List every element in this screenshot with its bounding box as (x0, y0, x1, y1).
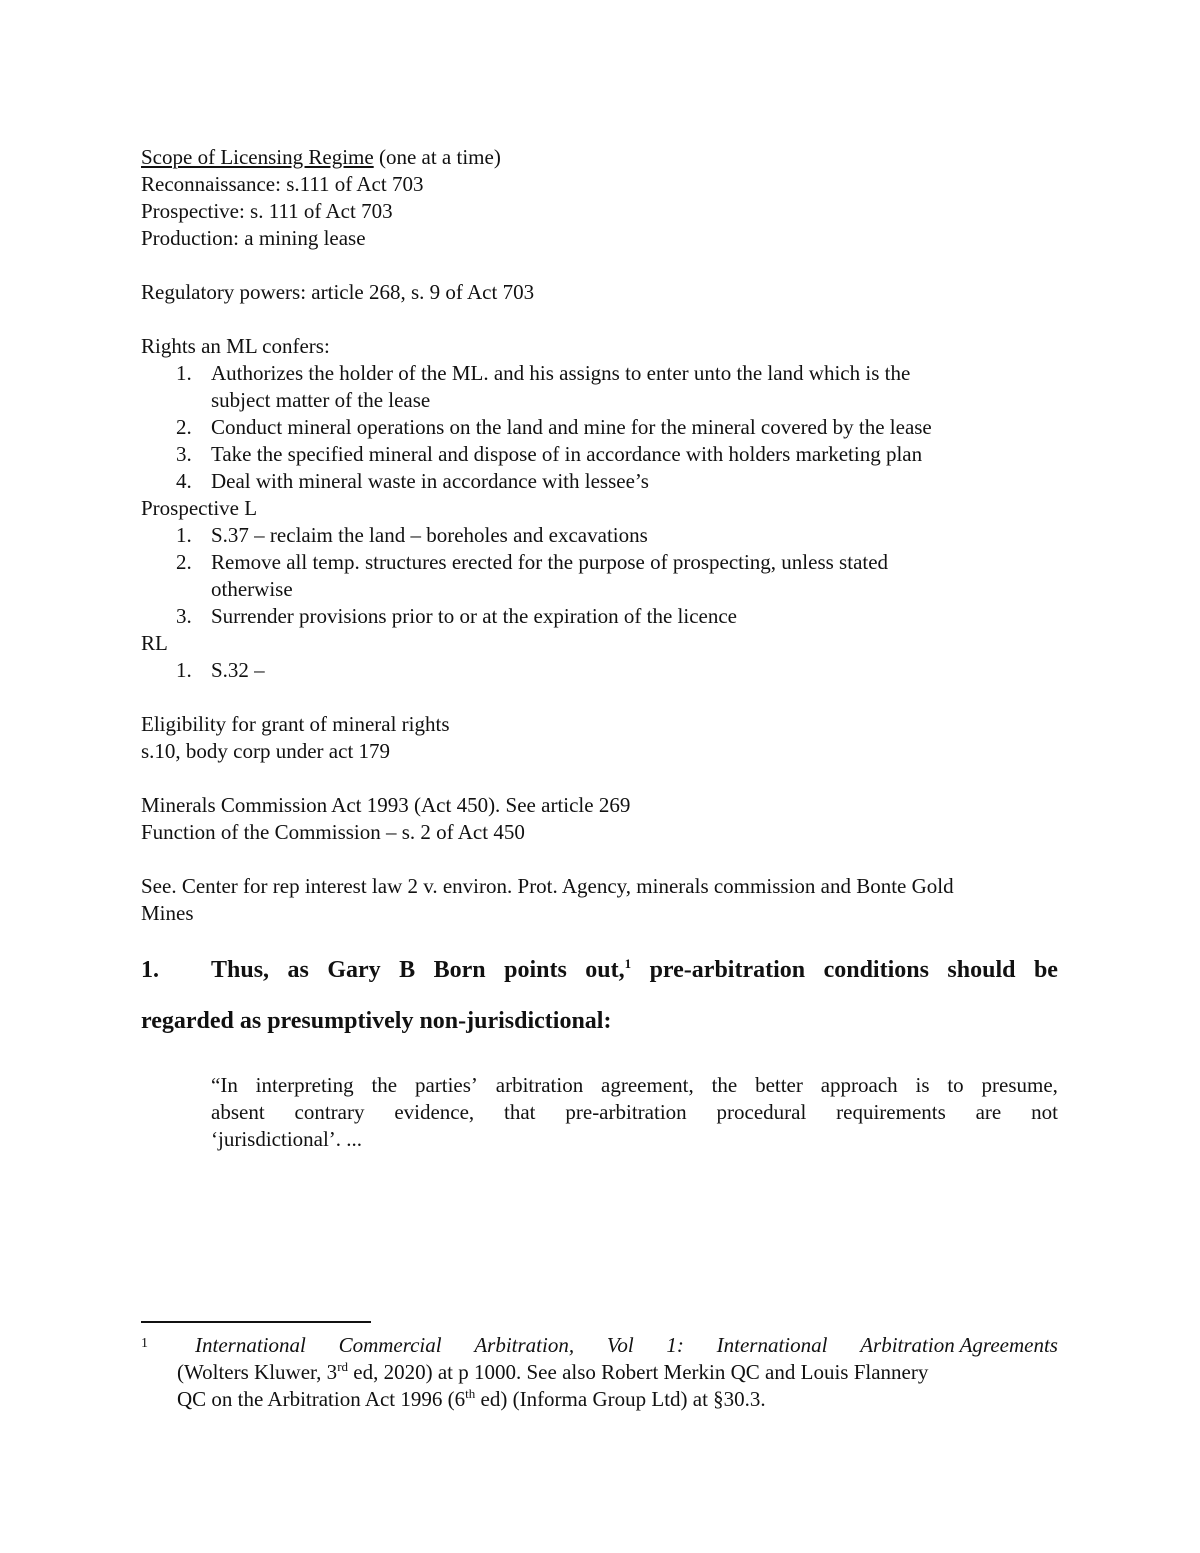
paragraph-word: should (947, 957, 1016, 983)
rl-item-1-number: 1. (176, 658, 192, 682)
rights-item-2-number: 2. (176, 415, 192, 439)
paragraph-word: Gary (327, 957, 381, 983)
footnote-number: 1 (141, 1336, 148, 1351)
footnote-separator (141, 1321, 371, 1323)
rights-item-3-number: 3. (176, 442, 192, 466)
paragraph-line-1 (211, 955, 1058, 985)
scope-line-production: Production: a mining lease (141, 226, 366, 250)
quote-word: pre-arbitration (565, 1100, 687, 1124)
rights-heading: Rights an ML confers: (141, 334, 330, 358)
block-quote (211, 1072, 1058, 1153)
paragraph-word: out, (585, 957, 625, 983)
prospective-item-2-text: Remove all temp. structures erected for the purpose of prospecting, unless stated (211, 550, 889, 574)
paragraph-word: Thus, (211, 957, 270, 983)
prospective-item-1-number: 1. (176, 523, 192, 547)
quote-word: the (371, 1073, 398, 1097)
see-line-1: See. Center for rep interest law 2 v. environ. Prot. Agency, minerals commission and Bonte Gold (141, 874, 954, 898)
quote-word: the (711, 1073, 738, 1097)
footnote-text: ed) (Informa Group Ltd) at §30.3. (475, 1387, 766, 1411)
quote-word: evidence, (394, 1100, 475, 1124)
quote-word: not (1031, 1100, 1058, 1124)
paragraph-word: B (399, 957, 416, 983)
quote-word: better (755, 1073, 803, 1097)
footnote-superscript: th (465, 1386, 476, 1401)
prospective-item-2-text-cont: otherwise (211, 577, 293, 601)
eligibility-line-1: Eligibility for grant of mineral rights (141, 712, 450, 736)
quote-word: is (915, 1073, 930, 1097)
footnote-text: QC on the Arbitration Act 1996 (6 (177, 1387, 466, 1411)
eligibility-line-2: s.10, body corp under act 179 (141, 739, 391, 763)
prospective-item-2-number: 2. (176, 550, 192, 574)
quote-word: procedural (716, 1100, 807, 1124)
scope-heading (141, 144, 501, 171)
quote-word: are (975, 1100, 1002, 1124)
rl-heading: RL (141, 631, 168, 655)
regulatory-powers: Regulatory powers: article 268, s. 9 of Act 703 (141, 280, 535, 304)
commission-line-1: Minerals Commission Act 1993 (Act 450). See article 269 (141, 793, 631, 817)
rights-item-4-text: Deal with mineral waste in accordance with lessee’s (211, 469, 649, 493)
paragraph-line-2: regarded as presumptively non-jurisdictional: (141, 1008, 612, 1034)
commission-line-2: Function of the Commission – s. 2 of Act 450 (141, 820, 525, 844)
footnote-line-2 (177, 1359, 1058, 1386)
rights-item-1-text: Authorizes the holder of the ML. and his assigns to enter unto the land which is the (211, 361, 911, 385)
quote-word: contrary (294, 1100, 365, 1124)
scope-title-suffix: (one at a time) (373, 145, 501, 169)
footnote-word: 1: (666, 1333, 684, 1357)
scope-line-prospective: Prospective: s. 111 of Act 703 (141, 199, 393, 223)
quote-word: parties’ (414, 1073, 478, 1097)
paragraph-number: 1. (141, 957, 159, 983)
quote-line-1 (211, 1072, 1058, 1099)
rights-item-1-number: 1. (176, 361, 192, 385)
footnote-word: International (716, 1333, 828, 1357)
footnote-word: International (195, 1333, 306, 1357)
quote-line-2 (211, 1099, 1058, 1126)
prospective-heading: Prospective L (141, 496, 258, 520)
quote-word: “In (211, 1073, 238, 1097)
footnote-text: (Wolters Kluwer, 3 (177, 1360, 338, 1384)
prospective-item-3-number: 3. (176, 604, 192, 628)
paragraph-word: pre-arbitration (649, 957, 806, 983)
paragraph-word: conditions (823, 957, 929, 983)
quote-word: arbitration (495, 1073, 584, 1097)
rights-item-1-text-cont: subject matter of the lease (211, 388, 431, 412)
quote-word: absent (211, 1100, 265, 1124)
quote-word: agreement, (601, 1073, 694, 1097)
paragraph-word: Born (433, 957, 486, 983)
quote-word: interpreting (255, 1073, 354, 1097)
quote-line-3: ‘jurisdictional’. ... (211, 1127, 363, 1151)
footnote-line-1 (195, 1332, 1058, 1359)
paragraph-word: as (287, 957, 309, 983)
quote-word: approach (820, 1073, 898, 1097)
prospective-item-3-text: Surrender provisions prior to or at the expiration of the licence (211, 604, 738, 628)
footnote-line-3 (177, 1386, 1058, 1413)
footnote-word: Vol (606, 1333, 634, 1357)
footnote-word: Arbitration Agreements (860, 1333, 1058, 1357)
footnote-word: Arbitration, (474, 1333, 575, 1357)
quote-word: presume, (981, 1073, 1058, 1097)
rights-item-3-text: Take the specified mineral and dispose of in accordance with holders marketing plan (211, 442, 923, 466)
scope-line-reconnaissance: Reconnaissance: s.111 of Act 703 (141, 172, 424, 196)
paragraph-word: points (504, 957, 567, 983)
footnote-superscript: rd (337, 1359, 349, 1374)
footnote-reference[interactable]: 1 (624, 956, 632, 971)
rights-item-4-number: 4. (176, 469, 192, 493)
quote-word: that (504, 1100, 536, 1124)
rights-item-2-text: Conduct mineral operations on the land and mine for the mineral covered by the lease (211, 415, 932, 439)
rl-item-1-text: S.32 – (211, 658, 265, 682)
quote-word: to (947, 1073, 964, 1097)
scope-title: Scope of Licensing Regime (141, 145, 374, 169)
paragraph-word-with-footnote (585, 955, 631, 985)
paragraph-word: be (1033, 957, 1058, 983)
prospective-item-1-text: S.37 – reclaim the land – boreholes and excavations (211, 523, 648, 547)
quote-word: requirements (836, 1100, 946, 1124)
see-line-2: Mines (141, 901, 194, 925)
footnote-text: ed, 2020) at p 1000. See also Robert Merkin QC and Louis Flannery (348, 1360, 929, 1384)
footnote-word: Commercial (338, 1333, 442, 1357)
